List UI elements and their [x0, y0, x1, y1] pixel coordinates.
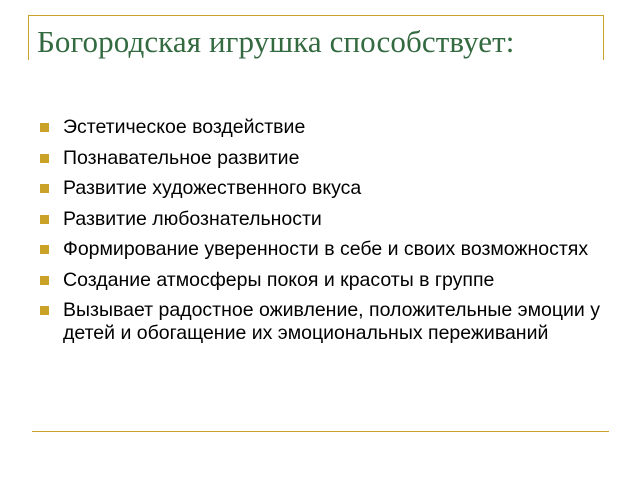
- square-bullet-icon: [40, 215, 49, 224]
- frame-right-line: [603, 15, 604, 60]
- frame-top-line: [28, 15, 603, 16]
- bullet-text: Создание атмосферы покоя и красоты в группе: [63, 268, 495, 291]
- slide-title: Богородская игрушка способствует:: [37, 24, 515, 59]
- bullet-item: [36, 208, 616, 231]
- square-bullet-icon: [40, 123, 49, 132]
- bottom-divider-line: [32, 431, 609, 432]
- square-bullet-icon: [40, 154, 49, 163]
- bullet-list: [36, 116, 616, 353]
- bullet-text: Развитие любознательности: [63, 207, 322, 230]
- bullet-text: Развитие художественного вкуса: [63, 177, 362, 199]
- bullet-item: [36, 116, 616, 139]
- bullet-text: Эстетическое воздействие: [63, 116, 306, 138]
- bullet-text: Вызывает радостное оживление, положительные эмоции у детей и обогащение их эмоциональных переживаний: [63, 299, 600, 344]
- square-bullet-icon: [40, 184, 49, 193]
- bullet-text: Формирование уверенности в себе и своих возможностях: [63, 238, 589, 260]
- square-bullet-icon: [40, 306, 49, 315]
- bullet-item: [36, 299, 616, 345]
- bullet-text: Познавательное развитие: [63, 146, 300, 169]
- square-bullet-icon: [40, 245, 49, 254]
- bullet-item: [36, 177, 616, 200]
- bullet-item: [36, 238, 616, 261]
- bullet-item: [36, 147, 616, 170]
- bullet-item: [36, 269, 616, 292]
- square-bullet-icon: [40, 276, 49, 285]
- frame-left-line: [28, 15, 29, 60]
